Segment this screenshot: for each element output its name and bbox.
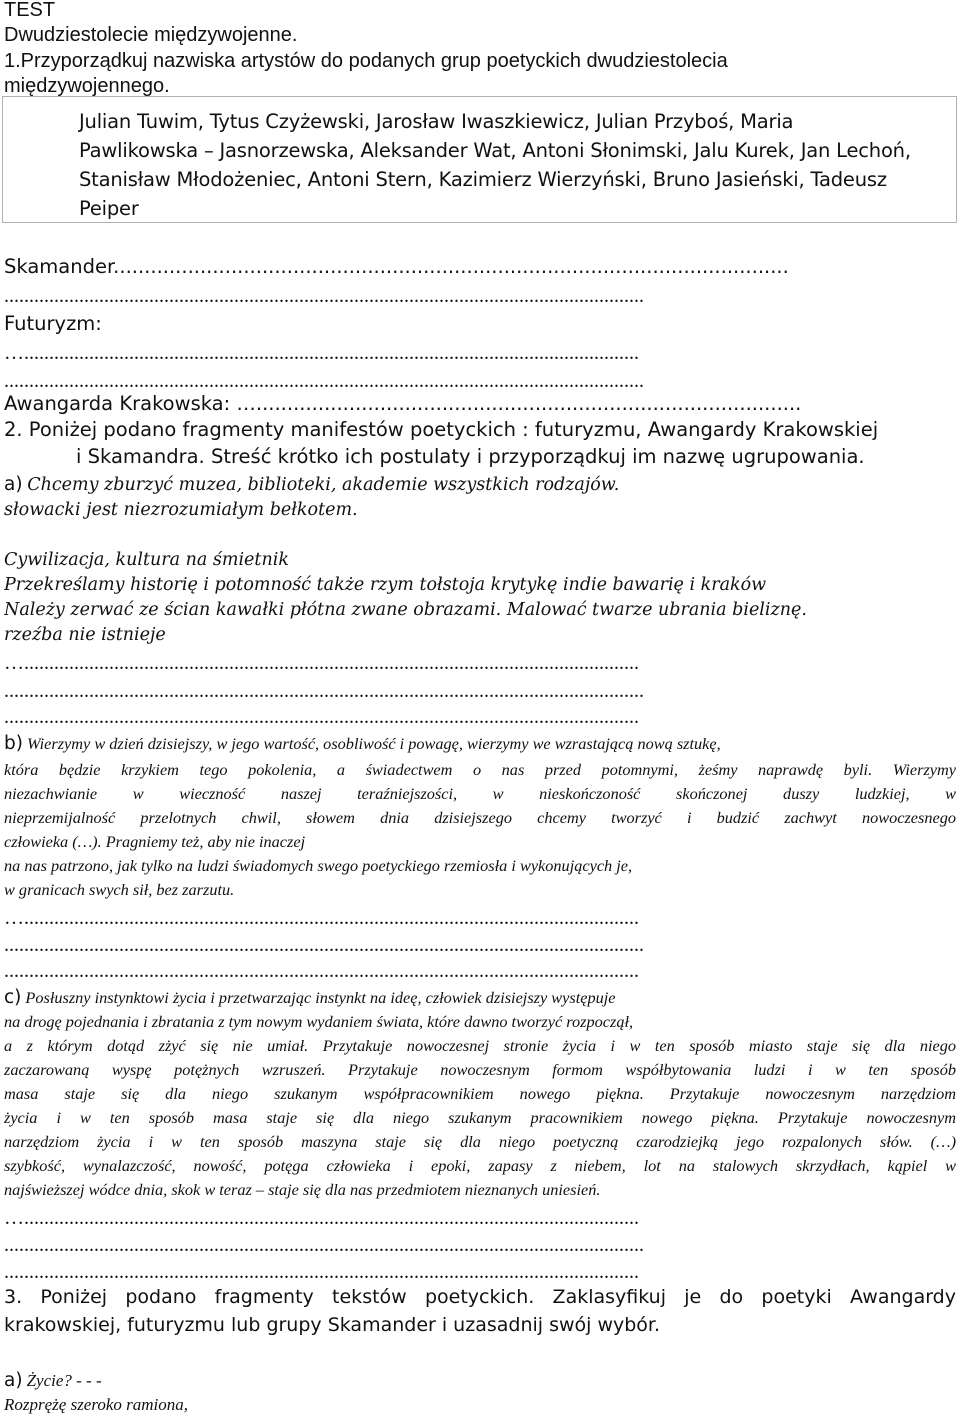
task3-instruction: 3. Poniżej podano fragmenty tekstów poetyckich. Zaklasyfikuj je do poetyki Awangardy bbox=[4, 1287, 956, 1308]
futuryzm-label: Futuryzm: bbox=[4, 313, 102, 335]
fragment-c-text: na drogę pojednania i zbratania z tym nowym wydaniem świata, które dawno tworzyć rozpoczął, bbox=[4, 1013, 634, 1031]
awangarda-answer: Awangarda Krakowska: …........................................................................................ bbox=[4, 393, 802, 415]
answer-line: …........................................................................................................................... bbox=[4, 652, 639, 674]
answer-line: ................................................................................................................................ bbox=[4, 680, 644, 702]
poem-a-title: Życie? - - - bbox=[26, 1371, 102, 1390]
poem-a-label: a) bbox=[4, 1370, 23, 1391]
fragment-a-text: Cywilizacja, kultura na śmietnik bbox=[4, 550, 289, 570]
task1-instruction: 1.Przyporządkuj nazwiska artystów do podanych grup poetyckich dwudziestolecia bbox=[4, 50, 728, 72]
answer-line: ............................................................................................................................... bbox=[4, 706, 639, 728]
names-line: Peiper bbox=[79, 197, 139, 220]
answer-line: ................................................................................................................................ bbox=[4, 285, 644, 307]
answer-line: …........................................................................................................................... bbox=[4, 342, 639, 364]
fragment-b-text: która będzie krzykiem tego pokolenia, a świadectwem o nas przed potomnymi, żeśmy naprawdę byli. Wierzymy bbox=[4, 761, 956, 779]
fragment-b-text: na nas patrzono, jak tylko na ludzi świadomych swego poetyckiego rzemiosła i wykonujących je, bbox=[4, 857, 633, 875]
fragment-a-text: Chcemy zburzyć muzea, biblioteki, akademie wszystkich rodzajów. bbox=[27, 475, 620, 495]
answer-line: ................................................................................................................................ bbox=[4, 934, 644, 956]
fragment-c-text: życia i w ten sposób masa staje się dla niego szukanym pracownikiem nowego piękna. Przytakuje nowoczesnym bbox=[4, 1109, 956, 1127]
test-title: TEST bbox=[4, 0, 56, 21]
fragment-c-text: najświeższej wódce dnia, skok w teraz – staje się dla nas przedmiotem nieznanych uniesień. bbox=[4, 1181, 601, 1199]
fragment-a bbox=[4, 474, 956, 496]
fragment-a-text: słowacki jest niezrozumiałym bełkotem. bbox=[4, 500, 358, 520]
task2-instruction: 2. Poniżej podano fragmenty manifestów poetyckich : futuryzmu, Awangardy Krakowskiej bbox=[4, 419, 879, 441]
skamander-answer: Skamander............................................................................................................. bbox=[4, 256, 789, 278]
task3-instruction-cont: krakowskiej, futuryzmu lub grupy Skamander i uzasadnij swój wybór. bbox=[4, 1315, 661, 1336]
task1-instruction-cont: międzywojennego. bbox=[4, 75, 170, 97]
fragment-c-text: a z którym dotąd zżyć się nie umiał. Przytakuje nowoczesnej stronie życia i w ten sposób miasto staje się dla niego bbox=[4, 1037, 956, 1055]
fragment-b-label: b) bbox=[4, 733, 23, 754]
poem-a bbox=[4, 1370, 956, 1391]
fragment-c-text: Posłuszny instynktowi życia i przetwarzając instynkt na ideę, człowiek dzisiejszy występuje bbox=[25, 988, 616, 1007]
topic-heading: Dwudziestolecie międzywojenne. bbox=[4, 24, 298, 46]
answer-line: …........................................................................................................................... bbox=[4, 1207, 639, 1229]
fragment-a-text: Przekreślamy historię i potomność także rzym tołstoja krytykę indie bawarię i kraków bbox=[4, 575, 767, 595]
fragment-a-text: Należy zerwać ze ścian kawałki płótna zwane obrazami. Malować twarze ubrania bieliznę. bbox=[4, 600, 807, 620]
fragment-c-text: zaczarowaną wyspę potężnych wzruszeń. Przytakuje nowoczesnym formom współbytowania ludzi i w ten sposób bbox=[4, 1061, 956, 1079]
names-line: Julian Tuwim, Tytus Czyżewski, Jarosław Iwaszkiewicz, Julian Przyboś, Maria bbox=[79, 110, 794, 133]
task2-instruction-cont: i Skamandra. Streść krótko ich postulaty i przyporządkuj im nazwę ugrupowania. bbox=[76, 446, 865, 468]
answer-line: ................................................................................................................................ bbox=[4, 1234, 644, 1256]
answer-line: …........................................................................................................................... bbox=[4, 907, 639, 929]
names-box bbox=[2, 96, 957, 223]
fragment-c-text: masa staje się dla niego szukanym współpracownikiem nowego piękna. Przytakuje nowoczesnym narzędziom bbox=[4, 1085, 956, 1103]
fragment-c-label: c) bbox=[4, 987, 22, 1008]
fragment-a-text: rzeźba nie istnieje bbox=[4, 625, 166, 645]
answer-line: ............................................................................................................................... bbox=[4, 960, 639, 982]
answer-line: ................................................................................................................................ bbox=[4, 370, 644, 392]
fragment-c-text: szybkość, wynalazczość, nowość, potęga człowieka i epoki, zapasy z niebem, lot na stalowych skrzydłach, kąpiel w bbox=[4, 1157, 956, 1175]
names-line: Stanisław Młodożeniec, Antoni Stern, Kazimierz Wierzyński, Bruno Jasieński, Tadeusz bbox=[79, 168, 887, 191]
names-line: Pawlikowska – Jasnorzewska, Aleksander Wat, Antoni Słonimski, Jalu Kurek, Jan Lechoń, bbox=[79, 139, 911, 162]
fragment-a-label: a) bbox=[4, 474, 23, 495]
fragment-b-text: Wierzymy w dzień dzisiejszy, w jego wartość, osobliwość i powagę, wierzymy we wzrastającą nową sztukę, bbox=[26, 734, 721, 753]
fragment-b-text: nieprzemijalność przelotnych chwil, słowem dnia dzisiejszego chcemy tworzyć i budzić zachwyt nowoczesnego bbox=[4, 809, 956, 827]
fragment-b bbox=[4, 733, 956, 754]
fragment-c-text: narzędziom życia i w ten sposób maszyna staje się dla niego poetyczną czarodziejką jego rozpalonych słów. (…) bbox=[4, 1133, 956, 1151]
fragment-b-text: w granicach swych sił, bez zarzutu. bbox=[4, 881, 235, 899]
answer-line: ............................................................................................................................... bbox=[4, 1261, 639, 1283]
fragment-b-text: człowieka (…). Pragniemy też, aby nie inaczej bbox=[4, 833, 306, 851]
fragment-b-text: niezachwianie w wieczność naszej teraźniejszości, w nieskończoność skończonej duszy ludzkiej, w bbox=[4, 785, 956, 803]
fragment-c bbox=[4, 987, 956, 1008]
poem-a-line: Rozprężę szeroko ramiona, bbox=[4, 1395, 188, 1414]
